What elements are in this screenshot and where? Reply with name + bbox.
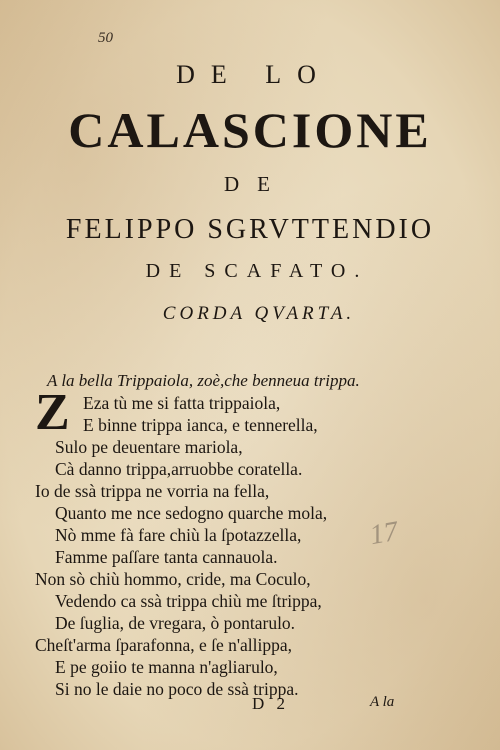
- verse-line: Sulo pe deuentare mariola,: [55, 437, 243, 457]
- signature-mark: D 2: [252, 694, 290, 713]
- verse-line: E pe goiio te manna n'agliarulo,: [55, 657, 278, 677]
- verse-line: Eza tù me si fatta trippaiola,: [83, 393, 281, 413]
- verse-line: De ſuglia, de vregara, ò pontarulo.: [55, 613, 296, 633]
- title-line-1: DE LO: [176, 60, 332, 89]
- margin-annotation: 17: [367, 515, 401, 552]
- verse-line: E binne trippa ianca, e tennerella,: [83, 415, 318, 435]
- title-line-3: DE: [224, 172, 288, 196]
- page-number: 50: [98, 30, 113, 46]
- verse-line: Io de ssà trippa ne vorria na fella,: [35, 481, 270, 501]
- drop-cap: Z: [35, 384, 70, 441]
- author-origin: DE SCAFATO.: [145, 260, 369, 282]
- verse-line: Quanto me nce sedogno quarche mola,: [55, 503, 328, 523]
- verse-line: Cà danno trippa,arruobbe coratella.: [55, 459, 303, 479]
- verse-line: Non sò chiù hommo, cride, ma Coculo,: [35, 569, 311, 589]
- verse-line: Cheſt'arma ſparafonna, e ſe n'allippa,: [35, 635, 293, 655]
- verse-line: Nò mme fà fare chiù la ſpotazzella,: [55, 525, 302, 545]
- section-heading: CORDA QVARTA.: [162, 303, 356, 324]
- author-name: FELIPPO SGRVTTENDIO: [65, 214, 435, 245]
- catchword: A la: [370, 694, 395, 710]
- verse-line: Vedendo ca ssà trippa chiù me ſtrippa,: [55, 591, 322, 611]
- verse-line: Si no le daie no poco de ssà trippa.: [55, 679, 299, 699]
- title-line-2: CALASCIONE: [68, 102, 432, 158]
- dedication-line: A la bella Trippaiola, zoè,che benneua trippa.: [47, 371, 360, 390]
- verse-line: Famme paſſare tanta cannauola.: [55, 547, 278, 567]
